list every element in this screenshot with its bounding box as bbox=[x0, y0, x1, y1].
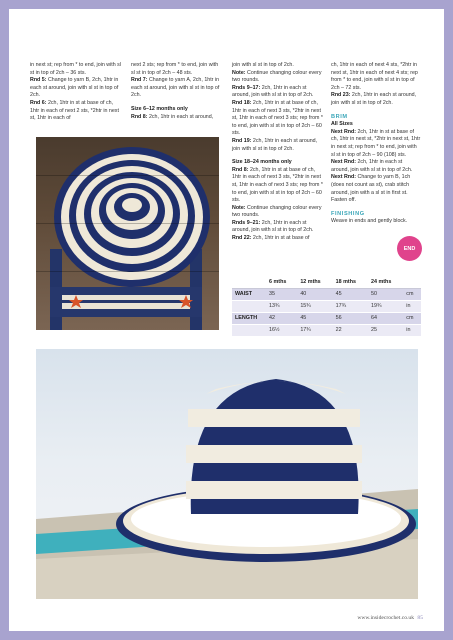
table-cell: 15¾ bbox=[297, 300, 332, 312]
round-label: Rnds 9–21: bbox=[232, 219, 261, 226]
table-cell: 45 bbox=[333, 288, 368, 300]
size-table-header bbox=[232, 276, 421, 288]
instruction-text: Change to yarn A, 2ch, 1htr in each st around, join with sl st in top of 2ch. bbox=[131, 77, 220, 99]
round-label: Next Rnd: bbox=[331, 159, 357, 166]
table-header-cell: 12 mths bbox=[297, 276, 332, 288]
page-border-right bbox=[444, 0, 453, 640]
instruction-text: ch, 1htr in each of next 4 sts, *2htr in next st, 1htr in each of next 4 sts; rep from * to end, join with sl st in top of 2ch – 72 sts. bbox=[331, 62, 418, 91]
text-column-4 bbox=[331, 62, 421, 226]
round-label: Rnd 18: bbox=[232, 99, 252, 106]
table-cell: 56 bbox=[333, 312, 368, 324]
instruction-paragraph bbox=[30, 62, 122, 77]
table-cell: in bbox=[403, 300, 421, 312]
table-cell: 17¾ bbox=[333, 300, 368, 312]
instruction-paragraph bbox=[232, 167, 324, 205]
instruction-paragraph bbox=[331, 62, 421, 92]
size-table bbox=[232, 276, 421, 337]
end-badge: END bbox=[397, 236, 422, 261]
instruction-paragraph bbox=[30, 77, 122, 100]
instruction-text: 2ch, 1htr in each st around, bbox=[147, 113, 214, 120]
table-cell bbox=[232, 300, 266, 312]
size-heading: Size 18–24 months only bbox=[232, 159, 292, 166]
table-cell: 45 bbox=[297, 312, 332, 324]
instruction-text: 2ch, 1htr in st at base of ch, 1htr in each of next 3 sts, *2htr in next st, 1htr in each of next 3 sts; rep from * to end, join with sl st in top of 2ch – 60 sts. bbox=[232, 99, 323, 137]
instruction-text: 2ch, 1htr in each st around, join with sl st in top of 2ch. bbox=[232, 137, 318, 152]
table-cell: cm bbox=[403, 312, 421, 324]
round-label: Note: bbox=[232, 69, 246, 76]
instruction-paragraph bbox=[331, 218, 421, 226]
round-label: Rnd 8: bbox=[131, 113, 148, 120]
instruction-text: Continue changing colour every two rounds. bbox=[232, 204, 322, 219]
table-cell: cm bbox=[403, 288, 421, 300]
page-border-bottom bbox=[0, 631, 453, 640]
text-column-3 bbox=[232, 62, 324, 243]
table-row bbox=[232, 324, 421, 336]
photo-hat-on-chair bbox=[36, 137, 219, 330]
instruction-paragraph bbox=[331, 129, 421, 159]
page-footer bbox=[357, 615, 423, 621]
instruction-text: Continue changing colour every two rounds. bbox=[232, 69, 322, 84]
hat-closeup-illustration bbox=[36, 349, 418, 599]
table-cell: 17¾ bbox=[297, 324, 332, 336]
text-column-2 bbox=[131, 62, 223, 121]
table-row bbox=[232, 288, 421, 300]
table-cell bbox=[232, 324, 266, 336]
footer-url[interactable]: www.insidecrochet.co.uk bbox=[357, 615, 414, 621]
instruction-text: Change to yarn B, 2ch, 1htr in each st around, join with sl st in top of 2ch. bbox=[30, 77, 119, 99]
table-cell: 40 bbox=[297, 288, 332, 300]
table-cell: 42 bbox=[266, 312, 297, 324]
section-heading: BRIM bbox=[331, 113, 348, 120]
instruction-text: 2ch, 1htr in each st around, join with sl st in top of 2ch. bbox=[331, 92, 417, 106]
page-border-left bbox=[0, 0, 9, 640]
photo-hat-closeup bbox=[36, 349, 418, 599]
round-label: Next Rnd: bbox=[331, 128, 357, 135]
round-label: Rnd 5: bbox=[30, 77, 47, 84]
instruction-text: in next st; rep from * to end, join with sl st in top of 2ch – 36 sts. bbox=[30, 62, 121, 76]
round-label: Note: bbox=[232, 204, 246, 211]
table-cell: 22 bbox=[333, 324, 368, 336]
table-cell: 19¾ bbox=[368, 300, 403, 312]
table-header-cell: 24 mths bbox=[368, 276, 403, 288]
instruction-text: join with sl st in top of 2ch. bbox=[232, 62, 294, 68]
table-header-cell bbox=[232, 276, 266, 288]
table-cell: 35 bbox=[266, 288, 297, 300]
round-label: Rnd 23: bbox=[331, 92, 351, 99]
round-label: Rnd 22: bbox=[232, 235, 252, 242]
instruction-paragraph bbox=[232, 85, 324, 100]
instruction-text: 2ch, 1htr in st at base of ch, 1htr in each of next 2 sts, *2htr in next st, 1htr in each of bbox=[30, 99, 119, 122]
instruction-paragraph bbox=[30, 100, 122, 123]
round-label: Rnd 8: bbox=[232, 166, 249, 173]
round-label: Rnd 19: bbox=[232, 137, 252, 144]
round-label: Rnd 7: bbox=[131, 77, 148, 84]
instruction-text: next 2 sts; rep from * to end, join with sl st in top of 2ch – 48 sts. bbox=[131, 62, 219, 76]
instruction-paragraph bbox=[331, 174, 421, 204]
instruction-paragraph bbox=[131, 77, 223, 100]
table-header-cell: 6 mths bbox=[266, 276, 297, 288]
table-cell: 13¾ bbox=[266, 300, 297, 312]
instruction-text: 2ch, 1htr in st at base of bbox=[251, 235, 310, 242]
table-cell: 64 bbox=[368, 312, 403, 324]
instruction-paragraph bbox=[232, 138, 324, 153]
instruction-paragraph bbox=[232, 235, 324, 243]
instruction-text: 2ch, 1htr in each st around, join with sl st in top of 2ch. bbox=[331, 159, 413, 173]
instruction-paragraph bbox=[331, 159, 421, 174]
instruction-paragraph bbox=[331, 92, 421, 107]
instruction-paragraph bbox=[232, 205, 324, 220]
hat-on-chair-illustration bbox=[36, 137, 219, 330]
section-heading: FINISHING bbox=[331, 210, 365, 217]
instruction-paragraph bbox=[131, 62, 223, 77]
instruction-paragraph bbox=[232, 70, 324, 85]
page-border-top bbox=[0, 0, 453, 9]
instruction-text: 2ch, 1htr in st at base of ch, 1htr in each of next 3 sts, *2htr in next st, 1htr in each of next 3 sts; rep from * to end, join with sl st in top of 2ch – 60 sts. bbox=[232, 166, 323, 204]
table-cell: 16½ bbox=[266, 324, 297, 336]
instruction-text: Change to yarn B, 1ch (does not count as st), crab stitch around, join with a sl st in first st. Fasten off. bbox=[331, 174, 411, 204]
round-label: Rnd 6: bbox=[30, 99, 47, 106]
size-heading: All Sizes bbox=[331, 121, 353, 128]
round-label: Rnds 9–17: bbox=[232, 84, 261, 91]
size-heading: Size 6–12 months only bbox=[131, 105, 188, 112]
instruction-paragraph bbox=[131, 114, 223, 122]
page-number: 85 bbox=[417, 615, 423, 621]
instruction-paragraph bbox=[232, 62, 324, 70]
instruction-text: 2ch, 1htr in each st around, join with sl st in top of 2ch. bbox=[232, 84, 314, 99]
table-row bbox=[232, 312, 421, 324]
text-column-1 bbox=[30, 62, 122, 123]
table-header-cell: 18 mths bbox=[333, 276, 368, 288]
round-label: Next Rnd: bbox=[331, 174, 357, 181]
table-cell: 50 bbox=[368, 288, 403, 300]
instruction-text: 2ch, 1htr in st at base of ch, 1htr in next st, *2htr in next st, 1htr in next st; rep from * to end, join with sl st in top of 2ch – 90 (108) sts. bbox=[331, 128, 421, 158]
table-cell: in bbox=[403, 324, 421, 336]
table-header-cell bbox=[403, 276, 421, 288]
instruction-paragraph bbox=[232, 100, 324, 138]
instruction-text: 2ch, 1htr in each st around, join with sl st in top of 2ch. bbox=[232, 219, 314, 234]
table-cell: WAIST bbox=[232, 288, 266, 300]
table-row bbox=[232, 300, 421, 312]
instruction-text: Weave in ends and gently block. bbox=[331, 218, 408, 225]
table-cell: LENGTH bbox=[232, 312, 266, 324]
table-cell: 25 bbox=[368, 324, 403, 336]
instruction-paragraph bbox=[232, 220, 324, 235]
